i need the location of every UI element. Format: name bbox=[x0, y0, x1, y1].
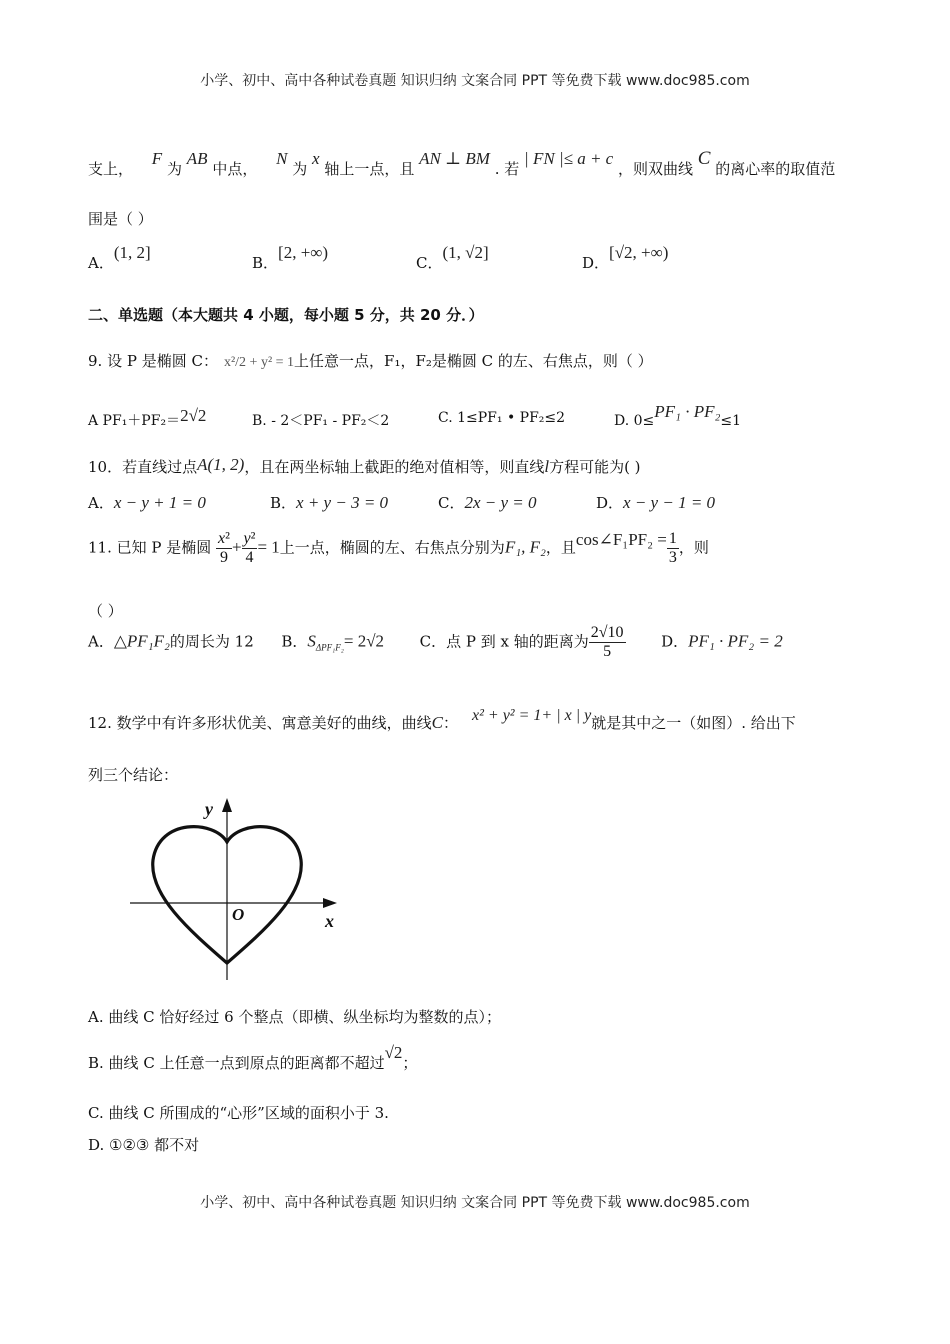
page-header: 小学、初中、高中各种试卷真题 知识归纳 文案合同 PPT 等免费下载 www.doc985.com bbox=[200, 73, 750, 89]
q9-stem bbox=[88, 350, 653, 371]
q11-frac-distance: $\frac{2√10}{5}$ bbox=[590, 624, 624, 660]
option-value: (1, 2] bbox=[113, 243, 151, 262]
q8-math-C: C bbox=[697, 148, 711, 169]
option-math: △PF₁F₂ bbox=[113, 631, 170, 651]
option-text: D. 0≤ bbox=[614, 413, 655, 429]
q11-stem-text: 上一点，椭圆的左、右焦点分别为 bbox=[279, 538, 505, 557]
option-value: (1, √2] bbox=[442, 243, 489, 262]
q12-option-a: A. 曲线 C 恰好经过 6 个整点（即横、纵坐标均为整数的点）； bbox=[88, 1008, 501, 1026]
option-text: ≤1 bbox=[720, 413, 742, 429]
q10-option-c bbox=[438, 492, 537, 513]
q9-option-a bbox=[88, 406, 207, 430]
option-value: [2, +∞) bbox=[278, 243, 329, 262]
option-label: B． bbox=[252, 254, 279, 272]
option-value: x − y + 1 = 0 bbox=[113, 493, 206, 512]
q8-line2: 围是（ ） bbox=[88, 210, 153, 228]
option-value: x − y − 1 = 0 bbox=[623, 493, 716, 512]
q11-stem-text: ，则 bbox=[678, 538, 709, 557]
q12-stem-text: 12. 数学中有许多形状优美、寓意美好的曲线，曲线 bbox=[88, 714, 432, 732]
q10-stem-text: 10．若直线过点 bbox=[88, 458, 198, 476]
q10-line-l: l bbox=[544, 457, 550, 476]
option-label: A． bbox=[88, 632, 114, 651]
q8-option-b bbox=[252, 243, 329, 273]
q8-math-AB: AB bbox=[186, 149, 208, 168]
q10-option-d bbox=[596, 492, 715, 513]
option-text: A PF₁＋PF₂＝ bbox=[88, 413, 181, 429]
section-title: 二、单选题（本大题共 4 小题，每小题 5 分，共 20 分．） bbox=[88, 306, 484, 324]
q10-stem-text: ，且在两坐标轴上截距的绝对值相等，则直线 bbox=[244, 458, 545, 476]
option-label: B． bbox=[270, 494, 297, 512]
q8-line1 bbox=[88, 148, 836, 180]
option-math-sub: ΔPF₁F₂ bbox=[315, 642, 344, 653]
q11-foci: F₁, F₂ bbox=[504, 537, 546, 557]
q11-stem: 11. 已知 P 是椭圆 $\frac{\text{x²}}{9}$ + $\frac{\text{y²}}{4}$ = 1上一点，椭圆的左、右焦点分别为F₁, F₂，且cos∠F₁PF₂ = $\frac{1}{3}$ ，则 bbox=[88, 529, 709, 566]
q8-math-perp: AN ⊥ BM bbox=[419, 149, 490, 168]
option-math: PF₁ · PF₂ = 2 bbox=[688, 631, 783, 651]
q11-stem-text: 11. 已知 P 是椭圆 bbox=[88, 538, 212, 557]
x-axis-arrow-icon bbox=[323, 898, 337, 908]
q12-option-c: C. 曲线 C 所围成的“心形”区域的面积小于 3. bbox=[88, 1104, 389, 1122]
option-math: S bbox=[307, 631, 316, 651]
q12-stem bbox=[88, 707, 796, 733]
heart-curve-figure bbox=[125, 790, 355, 990]
q9-stem-text: 9. 设 P 是椭圆 C： bbox=[88, 352, 218, 370]
q11-stem-text: ，且 bbox=[545, 538, 576, 557]
option-text: ； bbox=[402, 1054, 418, 1072]
q9-ellipse-eq: x²/2 + y² = 1 bbox=[223, 355, 295, 370]
q9-option-b: B. - 2＜PF₁ - PF₂＜2 bbox=[252, 413, 390, 429]
q9-option-d bbox=[614, 402, 742, 430]
q8-text: 轴上一点，且 bbox=[324, 160, 415, 178]
page-footer: 小学、初中、高中各种试卷真题 知识归纳 文案合同 PPT 等免费下载 www.doc985.com bbox=[200, 1195, 750, 1211]
q11-options bbox=[88, 624, 783, 661]
q8-option-d bbox=[582, 243, 669, 273]
option-label: A． bbox=[88, 494, 114, 512]
q12-curve-c: C bbox=[431, 713, 443, 732]
option-label: C．点 P 到 x 轴的距离为 bbox=[419, 632, 589, 651]
q8-math-F: F bbox=[151, 149, 163, 168]
q12-option-b bbox=[88, 1043, 418, 1073]
q10-stem bbox=[88, 456, 641, 477]
q8-option-c bbox=[416, 243, 489, 273]
option-label: D． bbox=[582, 254, 610, 272]
option-label: D． bbox=[596, 494, 624, 512]
y-axis-arrow-icon bbox=[222, 798, 232, 812]
option-label: A． bbox=[88, 254, 114, 272]
option-text: B. 曲线 C 上任意一点到原点的距离都不超过 bbox=[88, 1054, 385, 1072]
q8-text: 中点， bbox=[212, 160, 258, 178]
q11-frac-third: $\frac{1}{3}$ bbox=[668, 530, 677, 566]
q12-stem-text: ： bbox=[442, 714, 458, 732]
q11-frac-x: $\frac{\text{x²}}{9}$ bbox=[218, 530, 230, 566]
q8-text: 支上， bbox=[88, 160, 134, 178]
option-math: = 2√2 bbox=[343, 631, 385, 651]
q12-equation: x² + y² = 1+ | x | y bbox=[472, 707, 592, 724]
q9-option-c: C. 1≤PF₁ • PF₂≤2 bbox=[438, 410, 566, 426]
option-value: [√2, +∞) bbox=[609, 243, 669, 262]
q9-stem-text: 上任意一点，F₁，F₂是椭圆 C 的左、右焦点，则（ ） bbox=[294, 352, 653, 370]
origin-label: O bbox=[232, 905, 245, 924]
option-value: 2x − y = 0 bbox=[464, 493, 537, 512]
q8-math-fn: | FN |≤ a + c bbox=[524, 149, 614, 168]
q8-math-x: x bbox=[312, 149, 320, 168]
q8-text: 为 bbox=[292, 160, 308, 178]
q11-paren: （ ） bbox=[88, 602, 123, 620]
q8-math-N: N bbox=[276, 149, 288, 168]
option-value: x + y − 3 = 0 bbox=[296, 493, 389, 512]
q8-text: 为 bbox=[166, 160, 182, 178]
option-math: PF₁ · PF₂ bbox=[654, 402, 721, 421]
q8-text: ，则双曲线 bbox=[618, 160, 694, 178]
q8-option-a bbox=[88, 243, 151, 273]
q10-point: A(1, 2) bbox=[197, 455, 245, 474]
option-label: B． bbox=[281, 632, 308, 651]
option-math: √2 bbox=[384, 1043, 403, 1062]
q12-stem-text: 就是其中之一（如图）. 给出下 bbox=[591, 714, 796, 732]
q8-text: . 若 bbox=[494, 160, 520, 178]
q12-line2: 列三个结论： bbox=[88, 766, 179, 784]
q10-option-a bbox=[88, 492, 206, 513]
y-axis-label: y bbox=[205, 799, 213, 819]
q11-cos: cos∠F₁PF₂ = bbox=[575, 529, 667, 549]
q12-option-d: D. ①②③ 都不对 bbox=[88, 1136, 200, 1154]
q10-option-b bbox=[270, 492, 388, 513]
option-text: 的周长为 12 bbox=[169, 632, 254, 651]
option-label: D． bbox=[661, 632, 689, 651]
q11-frac-y: $\frac{\text{y²}}{4}$ bbox=[243, 530, 256, 566]
x-axis-label: x bbox=[325, 911, 334, 931]
q10-stem-text: 方程可能为( ) bbox=[549, 458, 641, 476]
q8-text: 的离心率的取值范 bbox=[715, 160, 836, 178]
option-label: C． bbox=[438, 494, 465, 512]
q11-eq-tail: = 1 bbox=[257, 537, 280, 557]
option-label: C． bbox=[416, 254, 443, 272]
option-math: 2√2 bbox=[180, 406, 207, 425]
